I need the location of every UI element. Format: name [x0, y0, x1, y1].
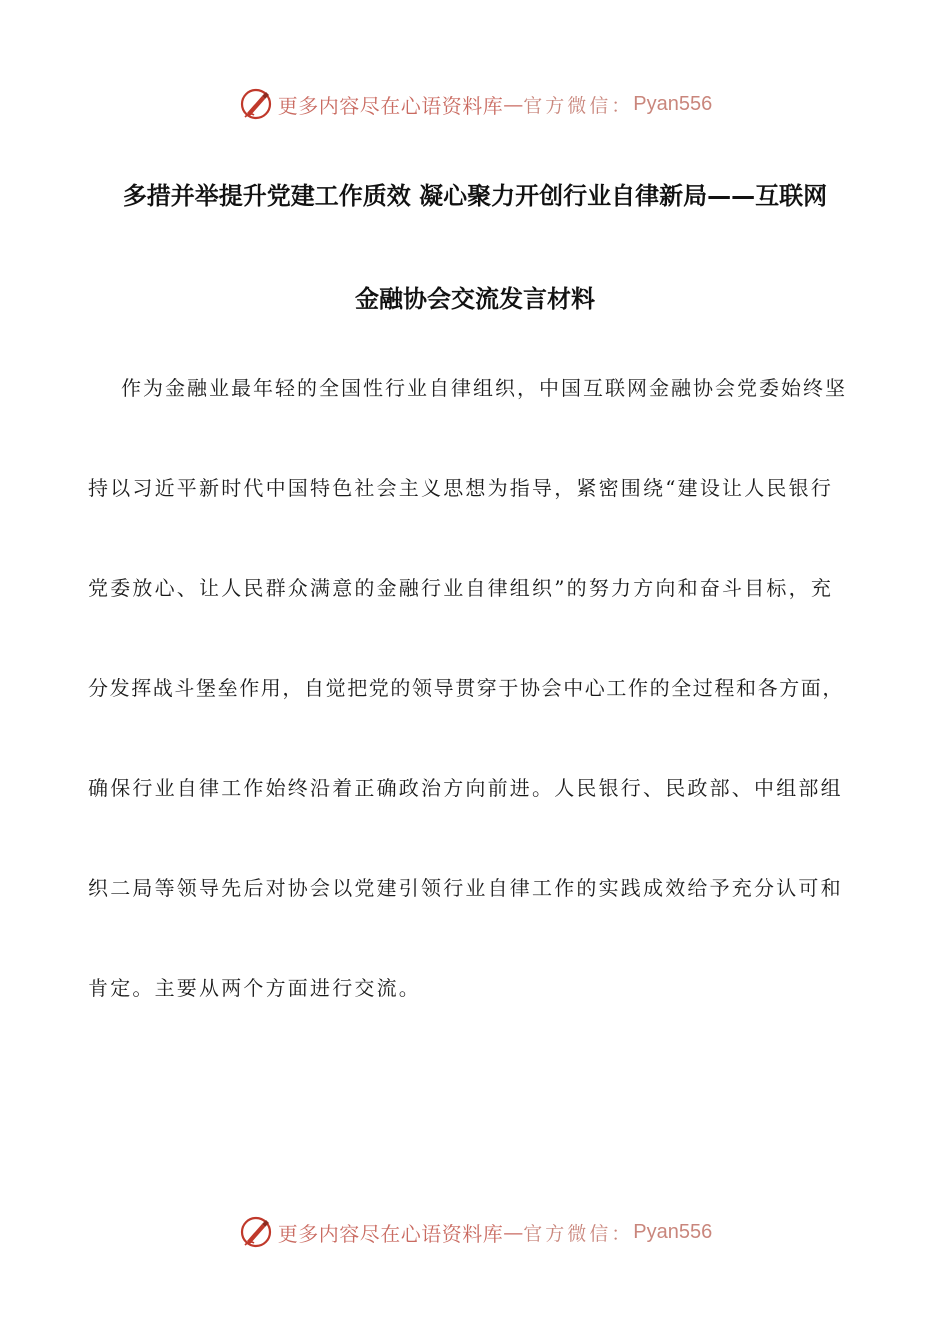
footer-watermark	[0, 1212, 950, 1252]
watermark-id: Pyan556	[633, 1220, 713, 1243]
document-title-line-1: 多措并举提升党建工作质效 凝心聚力开创行业自律新局——互联网	[122, 182, 828, 210]
pen-circle-logo-icon	[238, 1214, 274, 1250]
pen-circle-logo-icon	[238, 86, 274, 122]
body-line-1: 作为金融业最年轻的全国性行业自律组织，中国互联网金融协会党委始终坚	[121, 376, 847, 400]
body-line-7: 肯定。主要从两个方面进行交流。	[88, 976, 421, 1000]
header-watermark	[0, 84, 950, 124]
watermark-text: 更多内容尽在心语资料库	[277, 93, 504, 118]
watermark-label: 官方微信：	[523, 94, 634, 117]
watermark-id: Pyan556	[633, 92, 713, 115]
body-line-3: 党委放心、让人民群众满意的金融行业自律组织”的努力方向和奋斗目标，充	[88, 576, 834, 600]
watermark-text: 更多内容尽在心语资料库	[277, 1221, 504, 1246]
body-line-4: 分发挥战斗堡垒作用，自觉把党的领导贯穿于协会中心工作的全过程和各方面，	[88, 676, 844, 700]
document-title-line-2: 金融协会交流发言材料	[355, 285, 595, 313]
body-line-2: 持以习近平新时代中国特色社会主义思想为指导，紧密围绕“建设让人民银行	[88, 476, 834, 500]
watermark-dash: —	[503, 1220, 524, 1244]
body-line-5: 确保行业自律工作始终沿着正确政治方向前进。人民银行、民政部、中组部组	[88, 776, 843, 800]
watermark-dash: —	[503, 92, 524, 116]
watermark-label: 官方微信：	[523, 1222, 634, 1245]
body-line-6: 织二局等领导先后对协会以党建引领行业自律工作的实践成效给予充分认可和	[88, 876, 843, 900]
